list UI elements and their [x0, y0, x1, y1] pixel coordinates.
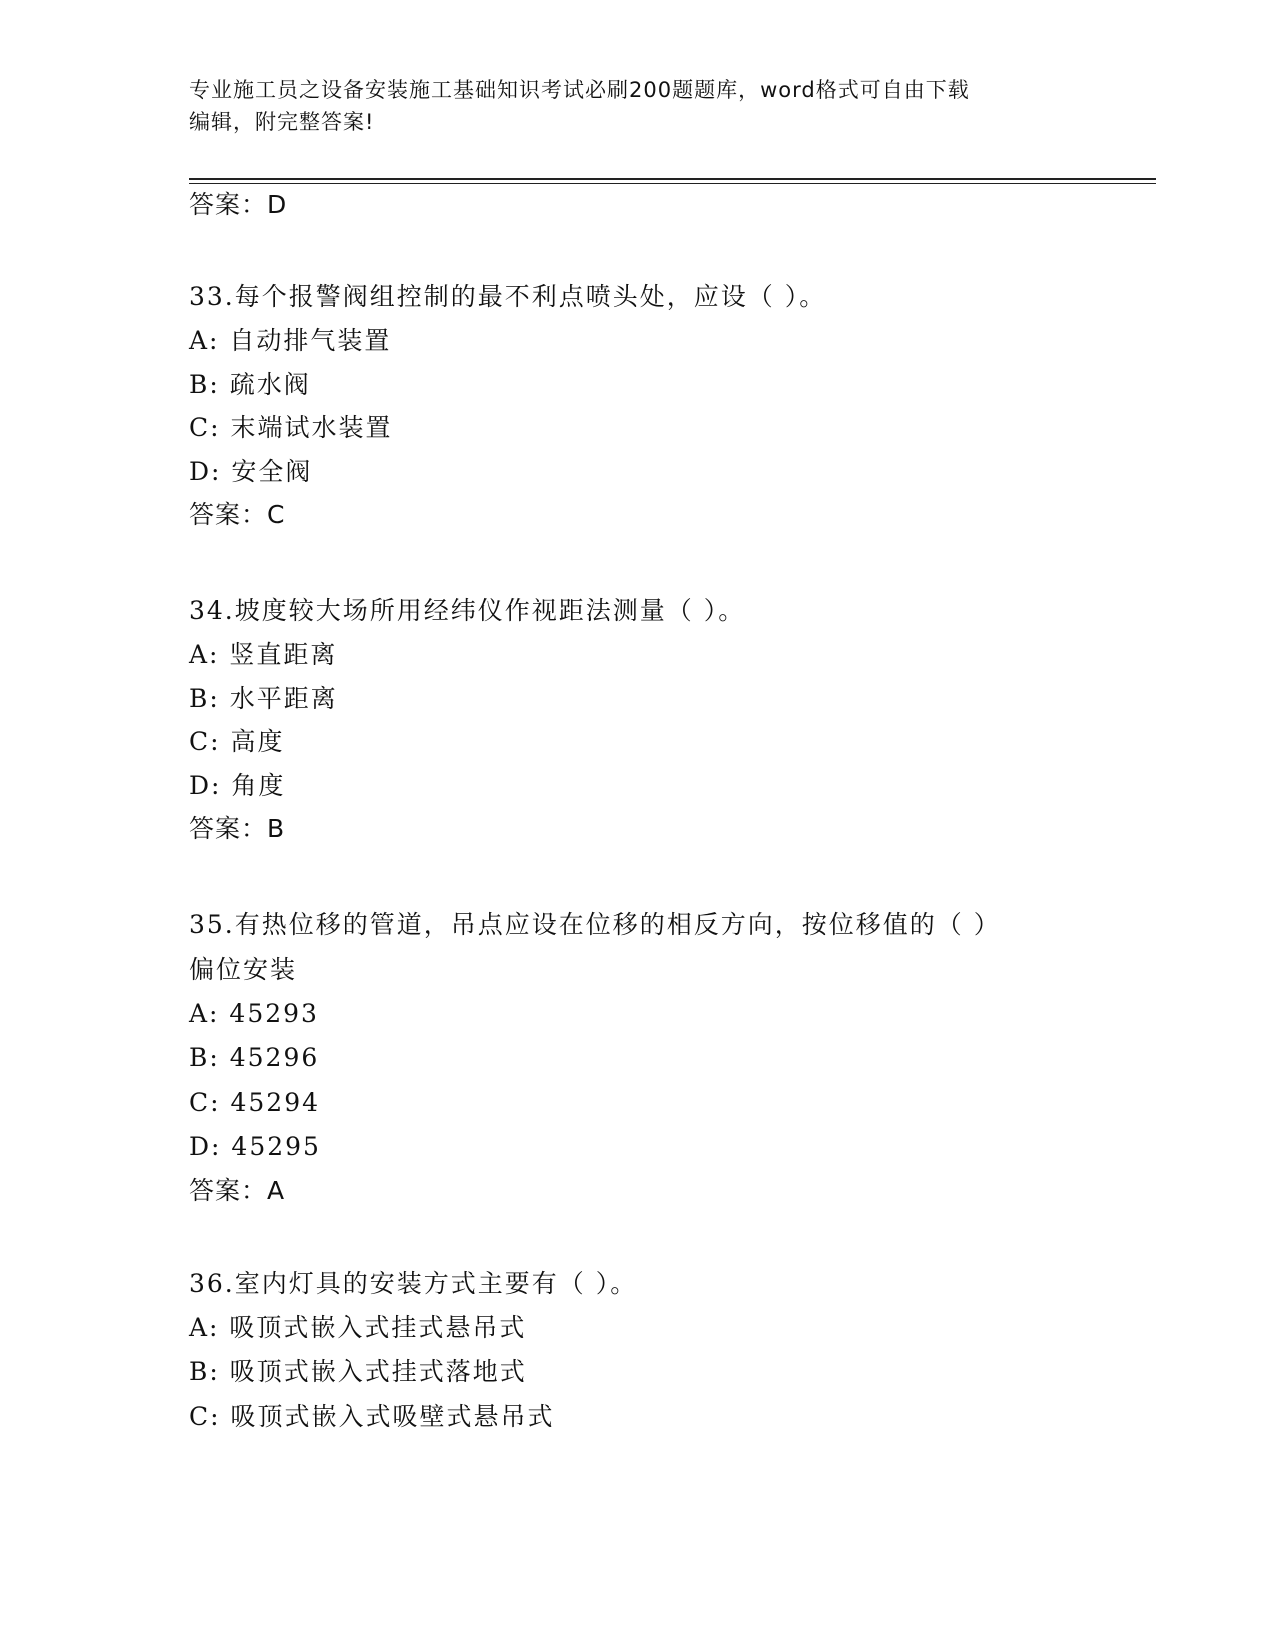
header-rule-thin [189, 183, 1156, 184]
question-33-answer: 答案：C [189, 500, 286, 529]
question-36-option-a: A: 吸顶式嵌入式挂式悬吊式 [189, 1313, 527, 1342]
question-33-option-c: C: 末端试水装置 [189, 413, 393, 442]
question-33-option-d: D: 安全阀 [189, 457, 313, 486]
header-title-line-1: 专业施工员之设备安装施工基础知识考试必刷200题题库，word格式可自由下载 [189, 78, 970, 102]
question-33-option-b: B: 疏水阀 [189, 370, 311, 399]
question-34-option-c: C: 高度 [189, 727, 285, 756]
answer-q32: 答案：D [189, 190, 288, 219]
question-35-stem-line-1: 35.有热位移的管道，吊点应设在位移的相反方向，按位移值的（ ） [189, 910, 1001, 939]
question-34-option-a: A: 竖直距离 [189, 640, 338, 669]
document-header [189, 74, 1069, 138]
header-title-line-2: 编辑，附完整答案! [189, 110, 375, 134]
question-35-option-b: B: 45296 [189, 1043, 320, 1072]
question-33-option-a: A: 自动排气装置 [189, 326, 392, 355]
question-35-option-a: A: 45293 [189, 999, 319, 1028]
question-35-option-c: C: 45294 [189, 1088, 321, 1117]
question-34-option-d: D: 角度 [189, 771, 286, 800]
question-34-answer: 答案：B [189, 814, 286, 843]
header-rule-thick [189, 178, 1156, 180]
question-35-answer: 答案：A [189, 1176, 286, 1205]
question-34-option-b: B: 水平距离 [189, 684, 338, 713]
question-36-option-b: B: 吸顶式嵌入式挂式落地式 [189, 1357, 527, 1386]
question-36-option-c: C: 吸顶式嵌入式吸壁式悬吊式 [189, 1402, 555, 1431]
question-36-stem: 36.室内灯具的安装方式主要有（ ）。 [189, 1269, 638, 1298]
question-33-stem: 33.每个报警阀组控制的最不利点喷头处，应设（ ）。 [189, 282, 827, 311]
question-35-stem-line-2: 偏位安装 [189, 955, 298, 984]
question-34-stem: 34.坡度较大场所用经纬仪作视距法测量（ ）。 [189, 596, 746, 625]
question-35-option-d: D: 45295 [189, 1132, 321, 1161]
